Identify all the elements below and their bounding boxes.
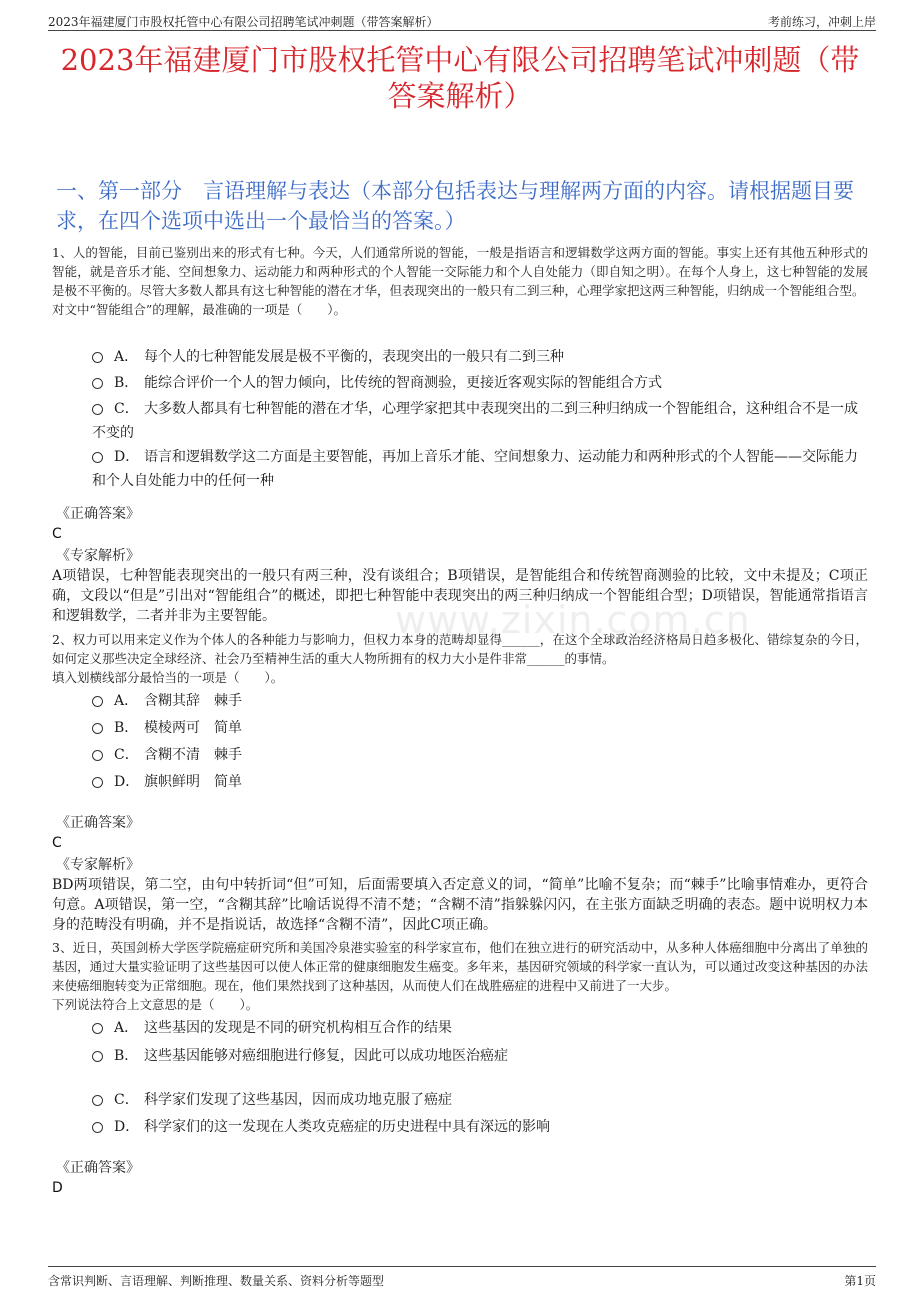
option-b[interactable] [92, 716, 872, 743]
question-prompt: 填入划横线部分最恰当的一项是（ ）。 [52, 670, 284, 685]
question-3 [52, 938, 868, 1014]
option-letter: D． [114, 1119, 140, 1135]
analysis-text: A项错误，七种智能表现突出的一般只有两三种，没有谈组合；B项错误，是智能组合和传统智商测验的比较，文中未提及；C项正确，文段以“但是”引出对“智能组合”的概述，即把七种智能中表现突出的两三种归纳成一个智能组合型；D项错误，智能通常指语言和逻辑数学，二者并非为主要智能。 [52, 568, 868, 624]
option-letter: C． [114, 1092, 139, 1108]
option-d[interactable] [92, 1115, 872, 1141]
option-c[interactable] [92, 397, 872, 445]
question-3-answer [52, 1158, 868, 1198]
question-2 [52, 630, 868, 687]
option-text: 每个人的七种智能发展是极不平衡的，表现突出的一般只有二到三种 [144, 349, 564, 365]
answer-value: C [52, 835, 62, 851]
option-d[interactable] [92, 770, 872, 797]
option-text: 大多数人都具有七种智能的潜在才华，心理学家把其中表现突出的二到三种归纳成一个智能组合，这种组合不是一成不变的 [92, 401, 858, 441]
answer-label: 《正确答案》 [56, 506, 140, 522]
page-number: 第1页 [844, 1274, 876, 1288]
option-letter: A． [114, 1020, 139, 1036]
option-text: 语言和逻辑数学这二方面是主要智能，再加上音乐才能、空间想象力、运动能力和两种形式的个人智能——交际能力和个人自处能力中的任何一种 [92, 449, 858, 489]
answer-value: C [52, 526, 62, 542]
option-c[interactable] [92, 1088, 872, 1114]
option-letter: C． [114, 747, 139, 763]
watermark: www.zixin.com.cn [395, 598, 751, 642]
option-letter: A． [114, 693, 139, 709]
radio-icon[interactable] [92, 1095, 103, 1106]
answer-label: 《正确答案》 [56, 1160, 140, 1176]
option-b[interactable] [92, 371, 872, 397]
question-stem: 3、近日，英国剑桥大学医学院癌症研究所和美国冷泉港实验室的科学家宣布，他们在独立进行的研究活动中，从多种人体癌细胞中分离出了单独的基因，通过大量实验证明了这些基因可以使人体正常的健康细胞发生癌变。多年来，基因研究领域的科学家一直认为，可以通过改变这种基因的办法来使癌细胞转变为正常细胞。现在，他们果然找到了这种基因，从而使人们在战胜癌症的进程中又前进了一大步。 [52, 940, 868, 993]
radio-icon[interactable] [92, 1122, 103, 1133]
option-letter: B． [114, 720, 139, 736]
analysis-text: BD两项错误，第二空，由句中转折词“但”可知，后面需要填入否定意义的词，“简单”比喻不复杂；而“棘手”比喻事情难办，更符合句意。A项错误，第一空，“含糊其辞”比喻话说得不清不楚；“含糊不清”指躲躲闪闪，在主张方面缺乏明确的表态。题中说明权力本身的范畴没有明确，并不是指说话，故选择“含糊不清”，因此C项正确。 [52, 877, 868, 933]
option-text: 科学家们发现了这些基因，因而成功地克服了癌症 [144, 1092, 452, 1108]
option-text: 旗帜鲜明 简单 [144, 774, 242, 790]
analysis-label: 《专家解析》 [56, 548, 140, 564]
option-letter: A． [114, 349, 139, 365]
question-prompt: 下列说法符合上文意思的是（ ）。 [52, 997, 259, 1012]
option-text: 这些基因的发现是不同的研究机构相互合作的结果 [144, 1020, 452, 1036]
radio-icon[interactable] [92, 750, 103, 761]
q1-options [92, 345, 872, 493]
option-a[interactable] [92, 689, 872, 716]
option-letter: C． [114, 401, 139, 417]
option-text: 含糊其辞 棘手 [144, 693, 242, 709]
option-b[interactable] [92, 1044, 872, 1070]
q2-options [92, 689, 872, 797]
radio-icon[interactable] [92, 352, 103, 363]
header-title: 2023年福建厦门市股权托管中心有限公司招聘笔试冲刺题（带答案解析） [48, 15, 439, 29]
option-text: 能综合评价一个人的智力倾向，比传统的智商测验，更接近客观实际的智能组合方式 [144, 375, 662, 391]
answer-value: D [52, 1180, 63, 1196]
option-text: 模棱两可 简单 [144, 720, 242, 736]
question-2-answer [52, 813, 868, 935]
option-letter: D． [114, 774, 140, 790]
option-letter: D． [114, 449, 140, 465]
question-stem: 2、权力可以用来定义作为个体人的各种能力与影响力，但权力本身的范畴却显得______，在这个全球政治经济格局日趋多极化、错综复杂的今日，如何定义那些决定全球经济、社会乃至精神生活的重大人物所拥有的权力大小是件非常______的事情。 [52, 632, 868, 666]
option-text: 科学家们的这一发现在人类攻克癌症的历史进程中具有深远的影响 [144, 1119, 550, 1135]
analysis-label: 《专家解析》 [56, 857, 140, 873]
option-letter: B． [114, 1048, 139, 1064]
option-text: 这些基因能够对癌细胞进行修复，因此可以成功地医治癌症 [144, 1048, 508, 1064]
footer-description: 含常识判断、言语理解、判断推理、数量关系、资料分析等题型 [48, 1274, 385, 1288]
question-1-answer [52, 504, 868, 626]
radio-icon[interactable] [92, 1023, 103, 1034]
question-stem: 1、人的智能，目前已鉴别出来的形式有七种。今天，人们通常所说的智能，一般是指语言和逻辑数学这两方面的智能。事实上还有其他五种形式的智能，就是音乐才能、空间想象力、运动能力和两种形式的个人智能一交际能力和个人自处能力（即自知之明）。在每个人身上，这七种智能的发展是极不平衡的。尽管大多数人都具有这七种智能的潜在才华，但表现突出的一般只有二到三种，心理学家把这两三种智能，归纳成一个智能组合型。 [52, 245, 868, 298]
option-d[interactable] [92, 445, 872, 493]
radio-icon[interactable] [92, 378, 103, 389]
option-letter: B． [114, 375, 139, 391]
answer-label: 《正确答案》 [56, 815, 140, 831]
radio-icon[interactable] [92, 777, 103, 788]
radio-icon[interactable] [92, 723, 103, 734]
page-header [48, 10, 876, 31]
question-1 [52, 243, 868, 319]
radio-icon[interactable] [92, 1051, 103, 1062]
document-title: 2023年福建厦门市股权托管中心有限公司招聘笔试冲刺题（带答案解析） [60, 43, 860, 113]
question-prompt: 对文中“智能组合”的理解，最准确的一项是（ ）。 [52, 302, 347, 317]
radio-icon[interactable] [92, 696, 103, 707]
option-text: 含糊不清 棘手 [144, 747, 242, 763]
option-a[interactable] [92, 1016, 872, 1042]
page-footer [48, 1266, 876, 1289]
section-title: 一、第一部分 言语理解与表达（本部分包括表达与理解两方面的内容。请根据题目要求，在四个选项中选出一个最恰当的答案。） [56, 179, 854, 233]
header-slogan: 考前练习，冲刺上岸 [767, 15, 876, 29]
option-a[interactable] [92, 345, 872, 371]
option-c[interactable] [92, 743, 872, 770]
